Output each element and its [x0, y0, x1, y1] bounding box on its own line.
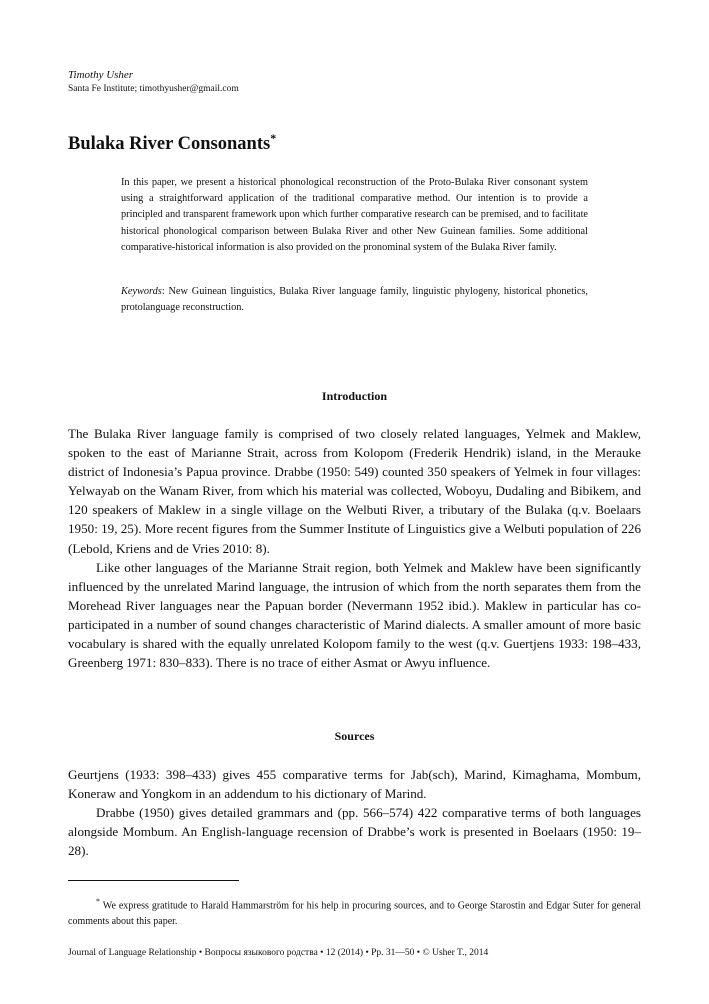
keywords-text: : New Guinean linguistics, Bulaka River language family, linguistic phylogeny, historical phonetics, protolanguage reconstruction. — [121, 286, 588, 314]
section-heading-sources: Sources — [334, 729, 375, 743]
sources-paragraph: Geurtjens (1933: 398–433) gives 455 comparative terms for Jab(sch), Marind, Kimaghama, Mombum, Koneraw and Yongkom in an addendum to his dictionary of Marind. — [68, 767, 641, 802]
abstract: In this paper, we present a historical phonological reconstruction of the Proto-Bulaka River consonant system using a straightforward application of the traditional comparative method. Our intention is to provide a principled and transparent framework upon which further comparative research can be premised, and to facilitate historical phonological comparison between Bulaka River and other New Guinean families. Some additional comparative-historical information is also provided on the pronominal system of the Bulaka River family. — [121, 177, 588, 253]
introduction-paragraph: The Bulaka River language family is comprised of two closely related languages, Yelmek and Maklew, spoken to the east of Marianne Strait, across from Kolopom (Frederik Hendrik) island, in the Merauke district of Indonesia’s Papua province. Drabbe (1950: 549) counted 350 speakers of Yelmek in four villages: Yelwayab on the Wanam River, from which his material was collected, Woboyu, Dudaling and Bibikem, and 120 speakers of Maklew in a single village on the Welbuti River, a tributary of the Bulaka (q.v. Boelaars 1950: 19, 25). More recent figures from the Summer Institute of Linguistics give a Welbuti population of 226 (Lebold, Kriens and de Vries 2010: 8). — [68, 426, 641, 556]
keywords-label: Keywords — [121, 286, 162, 297]
section-heading-introduction: Introduction — [321, 389, 388, 403]
introduction-body — [68, 424, 641, 672]
footnote — [68, 894, 641, 930]
author-affiliation: Santa Fe Institute; timothyusher@gmail.com — [68, 84, 239, 94]
paper-title-text: Bulaka River Consonants — [68, 134, 271, 155]
title-footnote-mark: * — [270, 131, 277, 145]
journal-footer: Journal of Language Relationship • Вопросы языкового родства • 12 (2014) • Pp. 31—50 • © Usher T., 2014 — [68, 948, 489, 958]
paper-title — [68, 131, 276, 155]
footnote-divider — [68, 880, 239, 881]
author-name: Timothy Usher — [68, 69, 134, 81]
sources-paragraph: Drabbe (1950) gives detailed grammars and (pp. 566–574) 422 comparative terms of both languages alongside Mombum. An English-language recension of Drabbe’s work is presented in Boelaars (1950: 19–28). — [68, 805, 641, 859]
footnote-text: We express gratitude to Harald Hammarström for his help in procuring sources, and to George Starostin and Edgar Suter for general comments about this paper. — [68, 900, 641, 928]
footnote-mark: * — [96, 897, 100, 906]
introduction-paragraph: Like other languages of the Marianne Strait region, both Yelmek and Maklew have been significantly influenced by the unrelated Marind language, the intrusion of which from the north separates them from the Morehead River languages near the Papuan border (Nevermann 1952 ibid.). Maklew in particular has co-participated in a number of sound changes characteristic of Marind dialects. A smaller amount of more basic vocabulary is shared with the equally unrelated Kolopom family to the west (q.v. Guertjens 1933: 198–433, Greenberg 1971: 830–833). There is no trace of either Asmat or Awyu influence. — [68, 559, 641, 671]
sources-body — [68, 765, 641, 860]
keywords — [121, 284, 588, 316]
